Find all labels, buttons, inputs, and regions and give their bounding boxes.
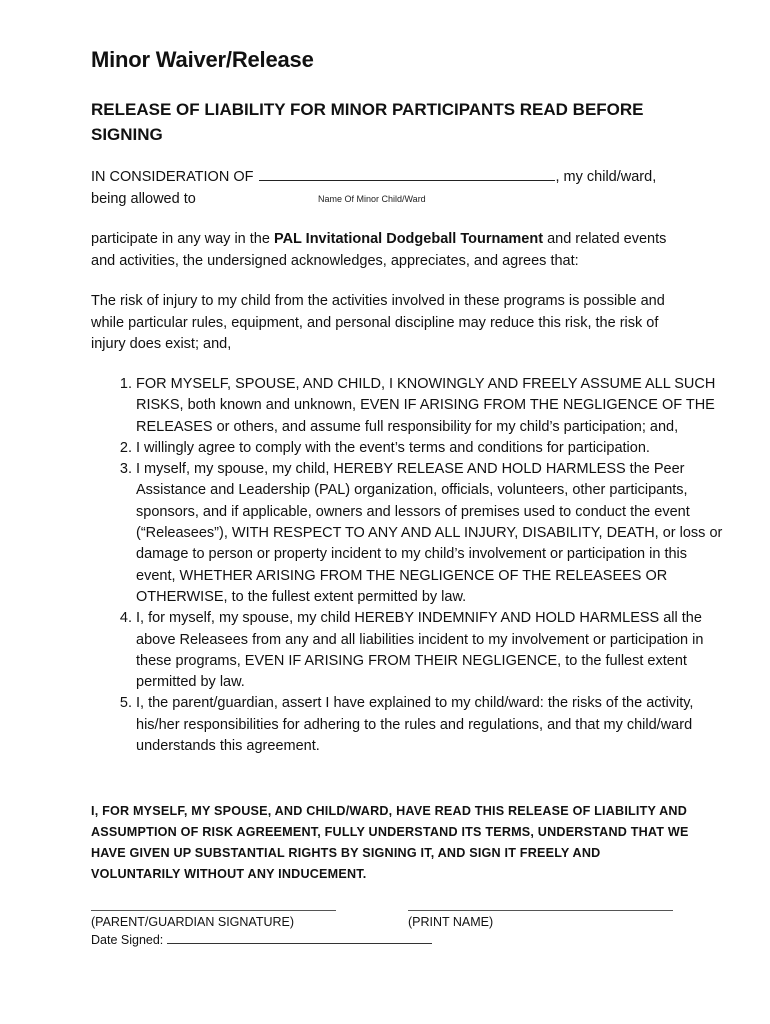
print-name-line[interactable]: [408, 910, 673, 911]
date-signed-field[interactable]: [167, 933, 432, 944]
minor-name-caption: Name Of Minor Child/Ward: [318, 194, 426, 204]
consideration-prefix: IN CONSIDERATION OF: [91, 169, 254, 185]
signature-line[interactable]: [91, 910, 336, 911]
document-title: Minor Waiver/Release: [91, 47, 314, 72]
participate-after: and related events and activities, the undersigned acknowledges, appreciates, and agrees that:: [91, 231, 667, 269]
term-item: 1. FOR MYSELF, SPOUSE, AND CHILD, I KNOWINGLY AND FREELY ASSUME ALL SUCH RISKS, both known and unknown, EVEN IF ARISING FROM THE NEGLIGENCE OF THE RELEASES or others, and assume full responsibility for my child’s participation; and,: [136, 374, 726, 438]
print-name-label: (PRINT NAME): [408, 915, 494, 929]
date-signed-row: [91, 933, 432, 947]
terms-list: [91, 374, 726, 757]
consideration-suffix: , my child/ward,: [555, 169, 657, 185]
risk-paragraph: The risk of injury to my child from the activities involved in these programs is possible and while particular rules, equipment, and personal discipline may reduce this risk, the risk of injury does exist; and,: [91, 293, 665, 352]
term-item: 5. I, the parent/guardian, assert I have explained to my child/ward: the risks of the activity, his/her responsibilities for adhering to the rules and regulations, and that my child/ward understands this agreement.: [136, 693, 726, 757]
event-name: PAL Invitational Dodgeball Tournament: [273, 231, 544, 247]
term-item: 4. I, for myself, my spouse, my child HEREBY INDEMNIFY AND HOLD HARMLESS all the above Releasees from any and all liabilities incident to my involvement or participation in these programs, EVEN IF ARISING FROM THEIR NEGLIGENCE, to the fullest extent permitted by law.: [136, 608, 726, 693]
document-subtitle: RELEASE OF LIABILITY FOR MINOR PARTICIPANTS READ BEFORE SIGNING: [91, 100, 644, 144]
term-item: 3. I myself, my spouse, my child, HEREBY RELEASE AND HOLD HARMLESS the Peer Assistance and Leadership (PAL) organization, officials, volunteers, other participants, sponsors, and if applicable, owners and lessors of premises used to conduct the event (“Releasees”), WITH RESPECT TO ANY AND ALL INJURY, DISABILITY, DEATH, or loss or damage to person or property incident to my child’s involvement or participation in this event, WHETHER ARISING FROM THE NEGLIGENCE OF THE RELEASEES OR OTHERWISE, to the fullest extent permitted by law.: [136, 459, 726, 608]
participate-paragraph: [91, 229, 691, 272]
date-signed-label: Date Signed:: [91, 933, 164, 947]
signature-label: (PARENT/GUARDIAN SIGNATURE): [91, 915, 295, 929]
consideration-line2: being allowed to: [91, 190, 196, 207]
acknowledgement-paragraph: I, FOR MYSELF, MY SPOUSE, AND CHILD/WARD, HAVE READ THIS RELEASE OF LIABILITY AND ASSUMPTION OF RISK AGREEMENT, FULLY UNDERSTAND ITS TERMS, UNDERSTAND THAT WE HAVE GIVEN UP SUBSTANTIAL RIGHTS BY SIGNING IT, AND SIGN IT FREELY AND VOLUNTARILY WITHOUT ANY INDUCEMENT.: [91, 804, 689, 881]
minor-name-field[interactable]: [259, 168, 555, 181]
term-item: 2. I willingly agree to comply with the event’s terms and conditions for participation.: [136, 438, 726, 459]
participate-before: participate in any way in the: [91, 231, 274, 247]
